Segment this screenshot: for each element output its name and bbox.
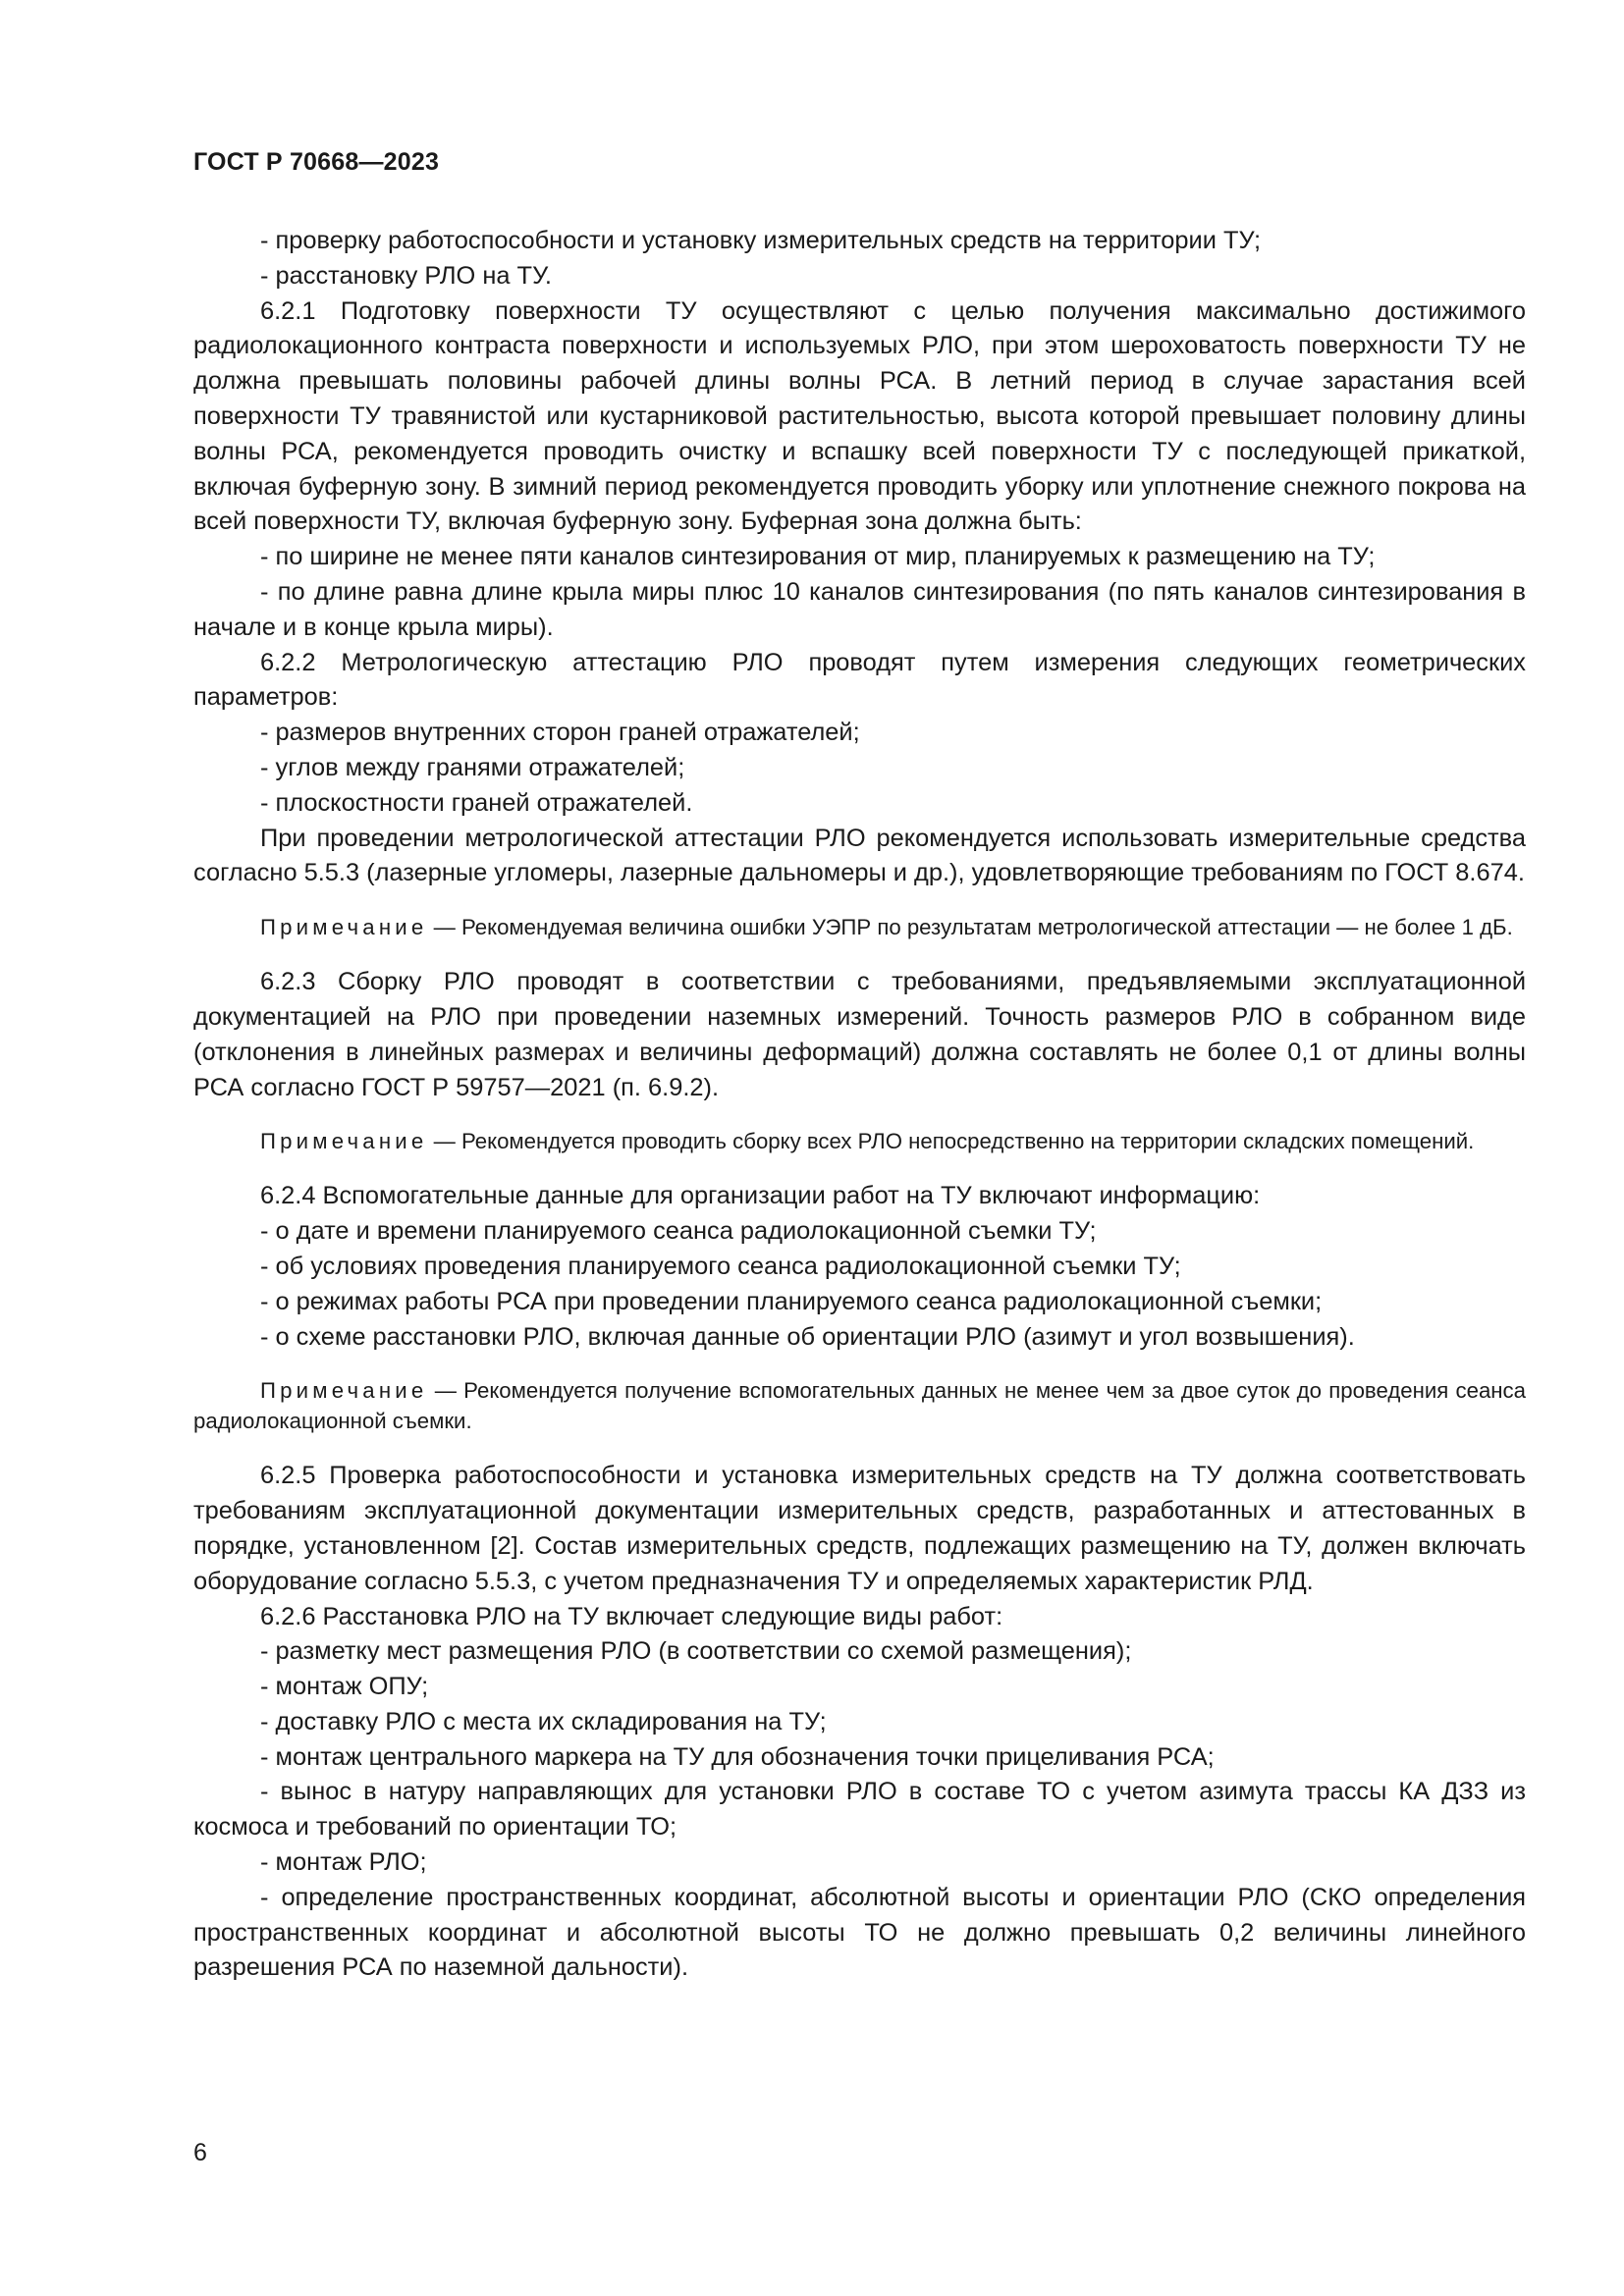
list-item: - монтаж РЛО; [260, 1848, 427, 1877]
list-item: - об условиях проведения планируемого сеанса радиолокационной съемки ТУ; [260, 1252, 1181, 1280]
list-item: - о дате и времени планируемого сеанса радиолокационной съемки ТУ; [260, 1217, 1097, 1246]
list-item: - размеров внутренних сторон граней отражателей; [260, 719, 860, 747]
paragraph-6-2-2: 6.2.2 Метрологическую аттестацию РЛО проводят путем измерения следующих геометрических параметров: [193, 648, 1526, 712]
list-item: - монтаж ОПУ; [260, 1673, 429, 1701]
list-item: - по длине равна длине крыла миры плюс 10 каналов синтезирования (по пять каналов синтезирования в начале и в конце крыла миры). [193, 577, 1526, 641]
paragraph-6-2-1: 6.2.1 Подготовку поверхности ТУ осуществляют с целью получения максимально достижимого радиолокационного контраста поверхности и используемых РЛО, при этом шероховатость поверхности ТУ не должна превышать половины рабочей длины волны РСА. В летний период в случае зарастания всей поверхности ТУ травянистой или кустарниковой растительностью, высота которой превышает половину длины волны РСА, рекомендуется проводить очистку и вспашку всей поверхности ТУ с последующей прикаткой, включая буферную зону. В зимний период рекомендуется проводить уборку или уплотнение снежного покрова на всей поверхности ТУ, включая буферную зону. Буферная зона должна быть: [193, 296, 1526, 536]
list-item: - доставку РЛО с места их складирования на ТУ; [260, 1707, 827, 1735]
note [193, 1126, 1526, 1156]
list-item: - расстановку РЛО на ТУ. [260, 261, 552, 290]
page-header-title: ГОСТ Р 70668—2023 [193, 148, 440, 176]
note [193, 912, 1526, 942]
note-label: Примечание [260, 1129, 428, 1154]
list-item: - проверку работоспособности и установку измерительных средств на территории ТУ; [260, 227, 1262, 254]
list-item: - плоскостности граней отражателей. [260, 788, 693, 817]
list-item: - о схеме расстановки РЛО, включая данные об ориентации РЛО (азимут и угол возвышения). [260, 1322, 1355, 1351]
note-label: Примечание [260, 1378, 428, 1404]
paragraph-6-2-5: 6.2.5 Проверка работоспособности и установка измерительных средств на ТУ должна соответствовать требованиям эксплуатационной документации измерительных средств, разработанных и аттестованных в порядке, установленном [2]. Состав измерительных средств, подлежащих размещению на ТУ, должен включать оборудование согласно 5.5.3, с учетом предназначения ТУ и определяемых характеристик РЛД. [193, 1462, 1526, 1595]
paragraph: При проведении метрологической аттестации РЛО рекомендуется использовать измерительные средства согласно 5.5.3 (лазерные угломеры, лазерные дальномеры и др.), удовлетворяющие требованиям по ГОСТ 8.674. [193, 824, 1526, 887]
note [193, 1375, 1526, 1436]
note-text: — Рекомендуемая величина ошибки УЭПР по результатам метрологической аттестации — не более 1 дБ. [427, 915, 1513, 940]
document-body [193, 224, 1526, 1986]
list-item: - разметку мест размещения РЛО (в соответствии со схемой размещения); [260, 1637, 1132, 1666]
list-item: - о режимах работы РСА при проведении планируемого сеанса радиолокационной съемки; [260, 1287, 1323, 1315]
list-item: - монтаж центрального маркера на ТУ для обозначения точки прицеливания РСА; [260, 1742, 1215, 1771]
note-text: — Рекомендуется проводить сборку всех РЛО непосредственно на территории складских помещений. [427, 1129, 1475, 1154]
page-number: 6 [193, 2139, 207, 2166]
paragraph-6-2-4: 6.2.4 Вспомогательные данные для организации работ на ТУ включают информацию: [260, 1182, 1261, 1210]
paragraph-6-2-6: 6.2.6 Расстановка РЛО на ТУ включает следующие виды работ: [260, 1602, 1003, 1630]
note-label: Примечание [260, 915, 428, 940]
paragraph-6-2-3: 6.2.3 Сборку РЛО проводят в соответствии с требованиями, предъявляемыми эксплуатационной документацией на РЛО при проведении наземных измерений. Точность размеров РЛО в собранном виде (отклонения в линейных размерах и величины деформаций) должна составлять не более 0,1 от длины волны РСА согласно ГОСТ Р 59757—2021 (п. 6.9.2). [193, 968, 1526, 1101]
list-item: - определение пространственных координат, абсолютной высоты и ориентации РЛО (СКО определения пространственных координат и абсолютной высоты ТО не должно превышать 0,2 величины линейного разрешения РСА по наземной дальности). [193, 1883, 1526, 1982]
note-text: — Рекомендуется получение вспомогательных данных не менее чем за двое суток до проведения сеанса радиолокационной съемки. [193, 1378, 1526, 1434]
list-item: - по ширине не менее пяти каналов синтезирования от мир, планируемых к размещению на ТУ; [260, 543, 1376, 571]
list-item: - вынос в натуру направляющих для установки РЛО в составе ТО с учетом азимута трассы КА ДЗЗ из космоса и требований по ориентации ТО; [193, 1778, 1526, 1842]
list-item: - углов между гранями отражателей; [260, 753, 685, 781]
